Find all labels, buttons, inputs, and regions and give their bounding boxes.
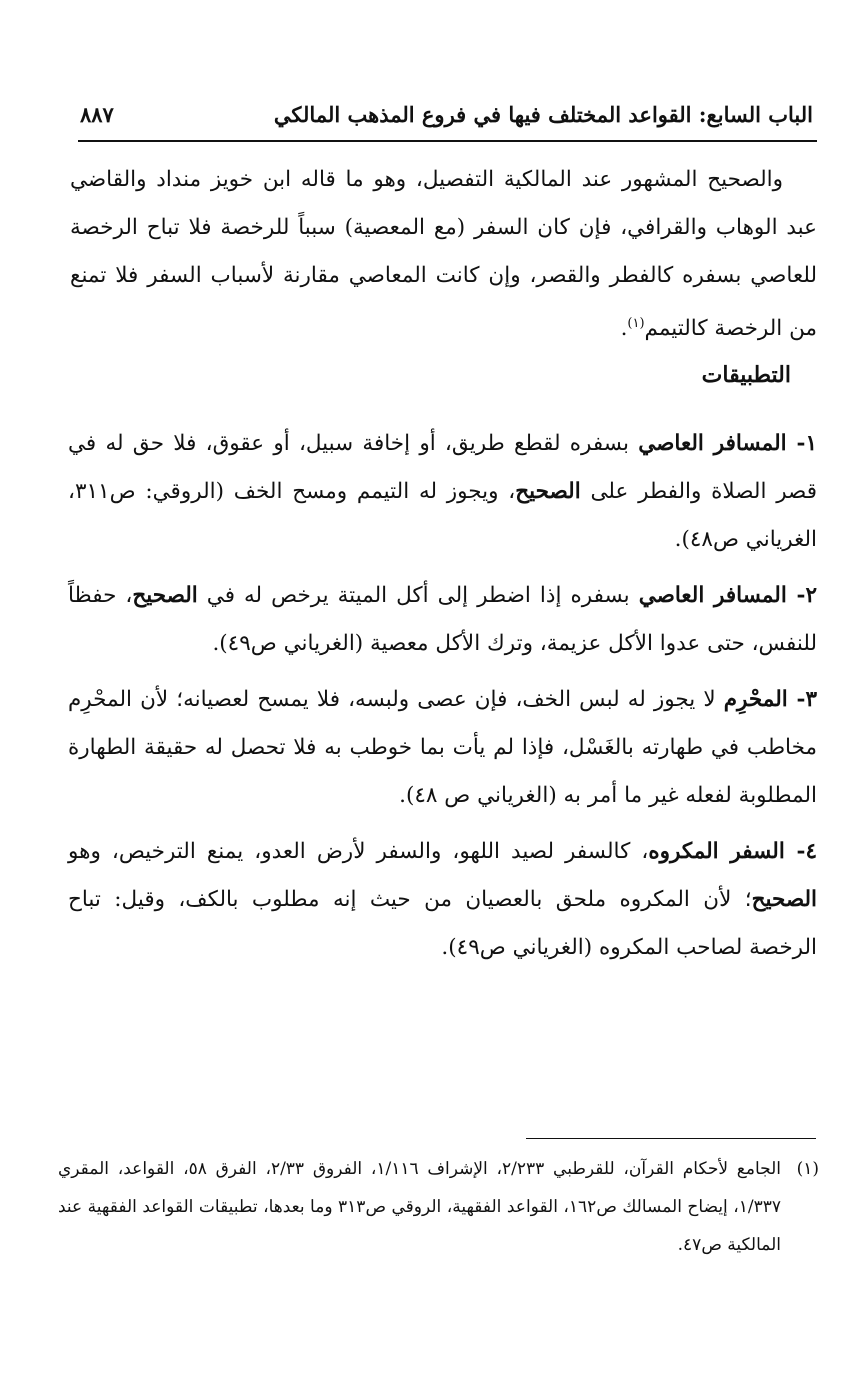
running-header: [80, 92, 813, 136]
application-text: بسفره إذا اضطر إلى أكل الميتة يرخص له في: [197, 583, 639, 608]
application-item: [68, 828, 817, 972]
application-item: [68, 676, 817, 820]
bold-term: الصحيح: [751, 887, 817, 912]
application-number: ٣-: [787, 687, 817, 712]
application-text: ؛ لأن المكروه ملحق بالعصيان من حيث إنه مطلوب بالكف، وقيل: تباح الرخصة لصاحب المكروه (الغرياني ص٤٩).: [68, 887, 817, 960]
footnote-marker: (١): [796, 1159, 819, 1179]
header-rule: [78, 140, 817, 142]
application-item: [68, 572, 817, 668]
application-item: [68, 420, 817, 564]
intro-end: .: [620, 316, 628, 342]
bold-term: المحْرِم: [723, 687, 788, 712]
application-text: ، كالسفر لصيد اللهو، والسفر لأرض العدو، يمنع الترخيص، وهو: [68, 839, 649, 864]
page-number: ٨٨٧: [80, 101, 114, 127]
bold-term: الصحيح: [515, 479, 581, 504]
bold-term: الصحيح: [132, 583, 198, 608]
bold-term: السفر المكروه: [648, 839, 785, 864]
footnote-text: الجامع لأحكام القرآن، للقرطبي ٢/٢٣٣، الإشراف ١/١١٦، الفروق ٢/٣٣، الفرق ٥٨، القواعد، المقري ١/٣٣٧، إيضاح المسالك ص١٦٢، القواعد الفقهية، الروقي ص٣١٣ وما بعدها، تطبيقات القواعد الفقهية عند المالكية ص٤٧.: [58, 1159, 782, 1255]
application-number: ٤-: [784, 839, 817, 864]
footnote: [58, 1150, 819, 1264]
application-text: ، ويجوز له التيمم ومسح الخف (الروقي: ص٣١١، الغرياني ص٤٨).: [68, 479, 817, 552]
intro-text: والصحيح المشهور عند المالكية التفصيل، وهو ما قاله ابن خويز منداد والقاضي عبد الوهاب والقرافي، فإن كان السفر (مع المعصية) سبباً للرخصة فلا تباح الرخصة للعاصي بسفره كالفطر والقصر، وإن كانت المعاصي مقارنة لأسباب السفر فلا تمنع من الرخصة كالتيمم: [70, 167, 817, 342]
application-text: ، حفظاً للنفس، حتى عدوا الأكل عزيمة، وترك الأكل معصية (الغرياني ص٤٩).: [68, 583, 817, 656]
bold-term: المسافر العاصي: [638, 431, 787, 456]
application-text: بسفره لقطع طريق، أو إخافة سبيل، أو عقوق، فلا حق له في قصر الصلاة والفطر على: [68, 431, 817, 504]
application-text: لا يجوز له لبس الخف، فإن عصى ولبسه، فلا يمسح لعصيانه؛ لأن المحْرِم مخاطب في طهارته بالغَسْل، فإذا لم يأت بما خوطب به فلا تحصل له حقيقة الطهارة المطلوبة لفعله غير ما أمر به (الغرياني ص ٤٨).: [68, 687, 817, 808]
applications-list: [68, 420, 817, 980]
intro-paragraph: [70, 156, 817, 353]
application-number: ٢-: [786, 583, 817, 608]
footnote-rule: [526, 1138, 816, 1139]
bold-term: المسافر العاصي: [638, 583, 787, 608]
footnote-reference: (١): [627, 316, 645, 331]
chapter-title: الباب السابع: القواعد المختلف فيها في فروع المذهب المالكي: [273, 101, 813, 127]
application-number: ١-: [786, 431, 818, 456]
section-heading: التطبيقات: [701, 362, 791, 388]
